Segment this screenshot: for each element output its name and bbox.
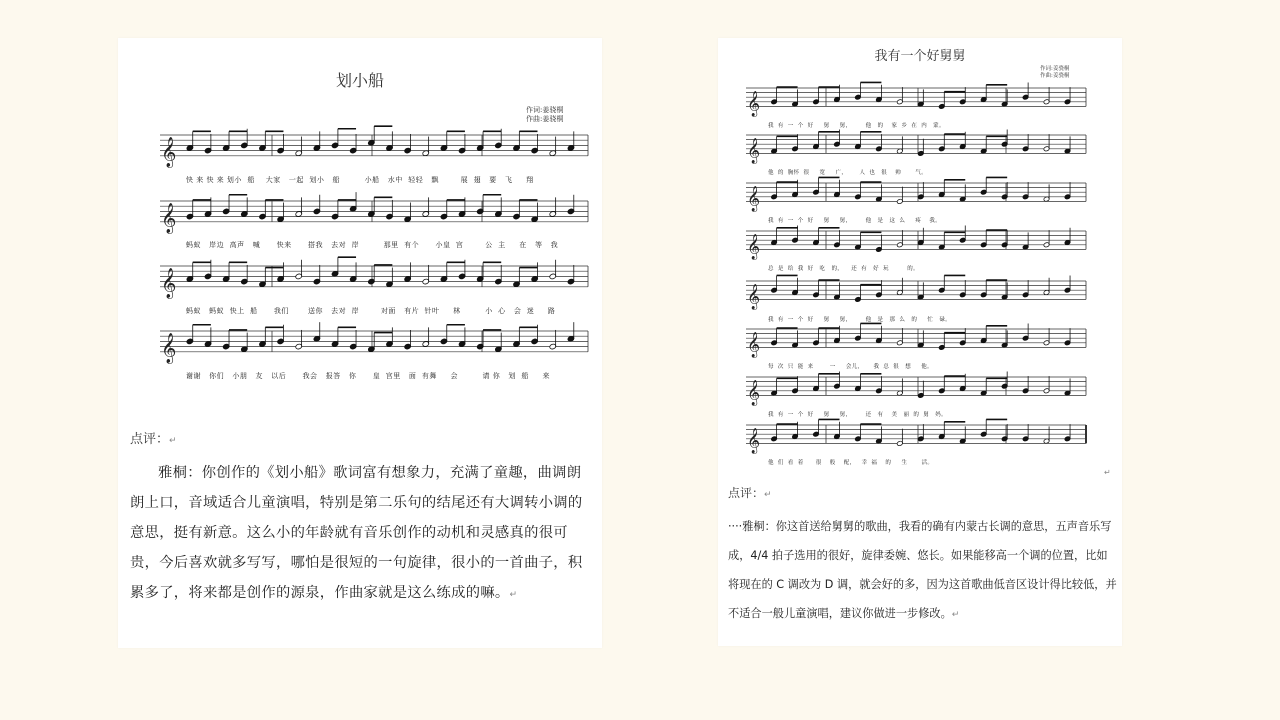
lyric-line: 谢谢 你们 小朋 友 以后 我会 报答 你 皇 宫里 面 有舞 会 请 你 划 船 来 [186, 372, 550, 380]
treble-clef: 𝄞 [747, 138, 761, 164]
treble-clef: 𝄞 [747, 234, 761, 260]
treble-clef: 𝄞 [747, 380, 761, 406]
treble-clef: 𝄞 [161, 203, 177, 234]
lyric-line: 他 的 胸怀 很 宽 广， 人 也 很 帅 气。 [768, 170, 928, 176]
staff-system [160, 192, 588, 234]
review-label: 点评： [130, 432, 170, 447]
lyricist-credit: 作词:姜骁桐 [1040, 66, 1070, 72]
treble-clef: 𝄞 [747, 332, 761, 358]
treble-clef: 𝄞 [161, 268, 177, 299]
staff-system [746, 323, 1086, 357]
lyric-line: 蚂蚁 岸边 高声 喊 快来 搭我 去对 岸 那里 有个 小皇 宫 公 主 在 等 我 [186, 241, 559, 249]
treble-clef: 𝄞 [161, 333, 177, 364]
lyric-line: 蚂蚁 蚂蚁 快上 船 我们 送你 去对 岸 对面 有片 针叶 林 小 心 会 迷 路 [186, 307, 556, 315]
lyric-line: 我 有 一 个 好 舅 舅， 还 有 美 丽 的 舅 妈。 [768, 412, 947, 418]
treble-clef: 𝄞 [747, 186, 761, 212]
composer-credit: 作曲:姜骁桐 [1040, 73, 1070, 79]
paragraph-mark: ↵ [1104, 468, 1111, 477]
score-page-hua-xiao-chuan [118, 38, 602, 648]
staff-system [746, 225, 1086, 259]
review-heading [130, 428, 177, 447]
paragraph-mark: ↵ [509, 590, 518, 600]
treble-clef: 𝄞 [161, 137, 177, 168]
staff-system [160, 126, 588, 168]
lyric-line: 快 来 快 来 划小 船 大家 一起 划小 船 小船 水中 轻轻 飘 展 翅 要 飞 翔 [186, 176, 534, 184]
review-heading [728, 484, 772, 501]
song-title: 我有一个好舅舅 [874, 49, 966, 64]
staff-system [160, 257, 588, 299]
paragraph-mark: ↵ [169, 436, 177, 446]
treble-clef: 𝄞 [747, 91, 761, 117]
composer-credit: 作曲:姜骁桐 [526, 115, 564, 123]
treble-clef: 𝄞 [747, 428, 761, 454]
lyric-line: 我 有 一 个 好 舅 舅， 他 是 这 么 疼 我。 [768, 218, 942, 224]
staff-system [746, 275, 1086, 309]
lyric-line: 总 是 给 我 好 吃 的， 还 有 好 玩 的。 [768, 266, 919, 272]
score-page-wo-you-yi-ge-hao-jiu-jiu [718, 38, 1122, 646]
review-text: ····雅桐：你这首送给舅舅的歌曲，我看的确有内蒙古长调的意思，五声音乐写成，4/4 拍子选用的很好，旋律委婉、悠长。如果能移高一个调的位置，比如将现在的 C 调改为 D 调，就会好的多，因为这首歌曲低音区设计得比较低，并不适合一般儿童演唱，建议你做进一步修改。↵ [728, 520, 1117, 620]
treble-clef: 𝄞 [747, 284, 761, 310]
review-text: 雅桐：你创作的《划小船》歌词富有想象力，充满了童趣，曲调朗朗上口，音域适合儿童演唱，特别是第二乐句的结尾还有大调转小调的意思，挺有新意。这么小的年龄就有音乐创作的动机和灵感真的很可贵，今后喜欢就多写写，哪怕是很短的一句旋律，很小的一首曲子，积累多了，将来都是创作的源泉，作曲家就是这么练成的嘛。↵ [130, 465, 583, 601]
staff-system [746, 419, 1086, 453]
lyric-line: 他 们 看 着 很 般 配， 幸 福 的 生 活。 [768, 460, 934, 466]
staff-system [746, 82, 1086, 116]
staff-system [746, 177, 1086, 211]
staff-system [160, 322, 588, 364]
staff-notation [118, 38, 602, 418]
staff-system [746, 129, 1086, 163]
paragraph-mark: ↵ [951, 610, 960, 620]
review-label: 点评： [728, 486, 765, 500]
staff-system [746, 371, 1086, 405]
paragraph-mark: ↵ [764, 490, 772, 500]
lyricist-credit: 作词:姜骁桐 [526, 106, 564, 114]
lyric-line: 我 有 一 个 好 舅 舅， 他 的 家 乡 在 内 蒙。 [768, 123, 945, 129]
lyric-line: 每 次 只 能 来 一 会儿， 我 总 很 想 他。 [768, 364, 933, 370]
song-title: 划小船 [335, 71, 384, 90]
lyric-line: 我 有 一 个 好 舅 舅， 他 是 那 么 的 忙 碌。 [768, 317, 951, 323]
